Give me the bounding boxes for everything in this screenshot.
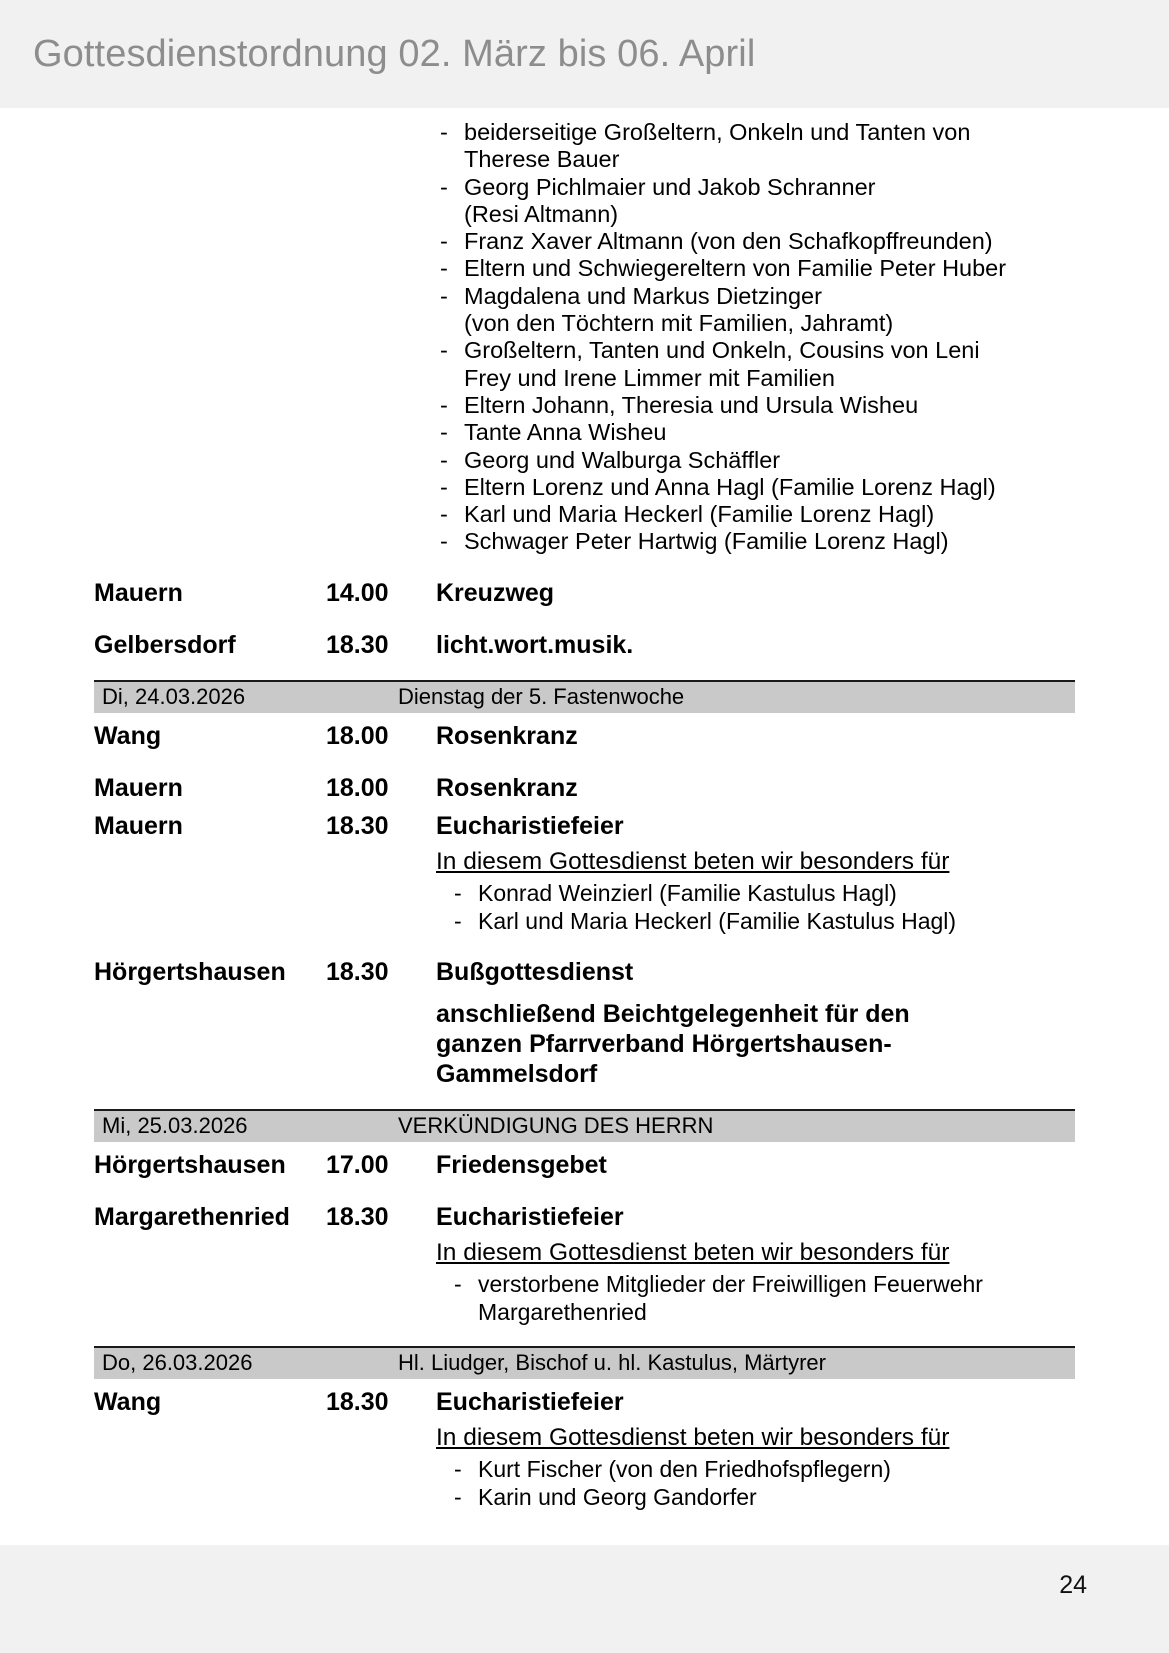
prayer-intentions-heading: In diesem Gottesdienst beten wir besonders für [436,1238,950,1266]
intention-text: Großeltern, Tanten und Onkeln, Cousins von Leni [464,337,980,364]
intention-text: Eltern und Schwiegereltern von Familie Peter Huber [464,255,1007,282]
service-row [94,773,1075,803]
service-title: licht.wort.musik. [436,630,634,659]
intention-text: Karl und Maria Heckerl (Familie Lorenz Hagl) [464,501,935,528]
service-time: 18.00 [326,721,389,750]
prayer-intentions-heading: In diesem Gottesdienst beten wir besonders für [436,847,950,875]
date-label: Mi, 25.03.2026 [102,1113,248,1139]
intention-text-continued: Frey und Irene Limmer mit Familien [464,364,835,391]
intention-text: verstorbene Mitglieder der Freiwilligen Feuerwehr [478,1270,983,1297]
bullet-dash-icon: - [440,282,448,309]
service-row [94,630,1075,660]
service-place: Mauern [94,578,183,607]
intention-item [454,1483,1075,1511]
intention-text: Karl und Maria Heckerl (Familie Kastulus Hagl) [478,907,957,934]
service-row [94,578,1075,608]
feast-label: VERKÜNDIGUNG DES HERRN [398,1113,714,1139]
service-time: 18.30 [326,1202,389,1231]
service-place: Hörgertshausen [94,957,286,986]
intention-item [440,337,1075,392]
intention-text: Franz Xaver Altmann (von den Schafkopffreunden) [464,228,993,255]
service-entry [94,721,1075,751]
intention-text: Georg Pichlmaier und Jakob Schranner [464,173,876,200]
intention-text: Kurt Fischer (von den Friedhofspflegern) [478,1455,891,1482]
day-sections [94,680,1075,1511]
service-place: Gelbersdorf [94,630,236,659]
intention-item [454,907,1075,935]
prayer-intentions-block [436,847,1075,935]
intention-text: Eltern Lorenz und Anna Hagl (Familie Lorenz Hagl) [464,473,996,500]
service-place: Mauern [94,811,183,840]
page-number: 24 [1059,1571,1087,1599]
intention-text: Konrad Weinzierl (Familie Kastulus Hagl) [478,879,897,906]
service-row [94,1150,1075,1180]
date-bar [94,1109,1075,1142]
bullet-dash-icon: - [454,907,462,934]
intention-text-continued: Therese Bauer [464,146,620,173]
bullet-dash-icon: - [440,473,448,500]
bullet-dash-icon: - [440,501,448,528]
service-title: Rosenkranz [436,773,578,802]
bullet-dash-icon: - [440,173,448,200]
intention-item [440,119,1075,174]
feast-label: Hl. Liudger, Bischof u. hl. Kastulus, Märtyrer [398,1350,826,1376]
intention-text-continued: Margarethenried [478,1298,647,1325]
service-time: 18.30 [326,1387,389,1416]
intention-item [440,283,1075,338]
service-time: 18.30 [326,630,389,659]
service-extra-line: Gammelsdorf [436,1059,598,1088]
prayer-intentions-list [454,879,1075,935]
service-entry [94,1150,1075,1180]
day-section [94,680,1075,1089]
date-label: Di, 24.03.2026 [102,684,246,710]
intention-item [440,501,1075,528]
page-body [0,108,1169,1545]
intention-item [440,419,1075,446]
service-row [94,811,1075,841]
bullet-dash-icon: - [454,1270,462,1297]
date-bar [94,1346,1075,1379]
page-title: Gottesdienstordnung 02. März bis 06. April [33,32,756,75]
service-row [94,721,1075,751]
content-column [0,108,1169,1511]
service-entry [94,773,1075,803]
intention-text: beiderseitige Großeltern, Onkeln und Tanten von [464,119,971,145]
service-title: Eucharistiefeier [436,1387,624,1416]
page-footer [0,1545,1169,1653]
bullet-dash-icon: - [440,419,448,446]
service-time: 18.30 [326,811,389,840]
service-row [94,957,1075,1089]
bullet-dash-icon: - [440,119,448,145]
intention-text: Schwager Peter Hartwig (Familie Lorenz Hagl) [464,528,949,555]
date-bar [94,680,1075,713]
intention-item [440,174,1075,229]
service-title: Rosenkranz [436,721,578,750]
bullet-dash-icon: - [440,528,448,555]
bullet-dash-icon: - [440,446,448,473]
intention-item [440,474,1075,501]
date-label: Do, 26.03.2026 [102,1350,253,1376]
bullet-dash-icon: - [454,1483,462,1510]
service-entry [94,630,1075,660]
bullet-dash-icon: - [454,879,462,906]
leading-services [94,578,1075,660]
service-time: 14.00 [326,578,389,607]
service-title: Eucharistiefeier [436,811,624,840]
intention-item [454,1270,1075,1326]
service-place: Margarethenried [94,1202,290,1231]
service-entry [94,811,1075,935]
prayer-intentions-heading: In diesem Gottesdienst beten wir besonders für [436,1423,950,1451]
intention-item [440,392,1075,419]
service-title: Bußgottesdienst anschließend Beichtgelegenheit für den ganzen Pfarrverband Hörgertshausen- Gammelsdorf [436,957,1075,1089]
service-row [94,1387,1075,1417]
intention-text: Georg und Walburga Schäffler [464,446,781,473]
intention-text: Eltern Johann, Theresia und Ursula Wisheu [464,391,919,418]
intention-text: Karin und Georg Gandorfer [478,1483,757,1510]
intention-item [440,255,1075,282]
bullet-dash-icon: - [440,255,448,282]
service-time: 18.30 [326,957,389,986]
prayer-intentions-list [454,1270,1075,1326]
service-place: Hörgertshausen [94,1150,286,1179]
service-time: 17.00 [326,1150,389,1179]
prayer-intentions-list [454,1455,1075,1511]
service-row [94,1202,1075,1232]
service-place: Wang [94,1387,162,1416]
service-title: Eucharistiefeier [436,1202,624,1231]
continued-intentions-list [440,119,1075,556]
service-extra-line: anschließend Beichtgelegenheit für den [436,999,910,1028]
bullet-dash-icon: - [454,1455,462,1482]
intention-item [440,228,1075,255]
intention-item [454,1455,1075,1483]
service-place: Mauern [94,773,183,802]
service-entry [94,578,1075,608]
prayer-intentions-block [436,1238,1075,1326]
bullet-dash-icon: - [440,391,448,418]
bullet-dash-icon: - [440,337,448,364]
bullet-dash-icon: - [440,228,448,255]
day-section [94,1346,1075,1511]
service-entry [94,1202,1075,1326]
service-title: Friedensgebet [436,1150,607,1179]
feast-label: Dienstag der 5. Fastenwoche [398,684,685,710]
service-title: Kreuzweg [436,578,555,607]
day-section [94,1109,1075,1326]
service-entry [94,1387,1075,1511]
intention-text-continued: (von den Töchtern mit Familien, Jahramt) [464,310,894,337]
service-place: Wang [94,721,162,750]
service-entry [94,957,1075,1089]
page-header [0,0,1169,108]
prayer-intentions-block [436,1423,1075,1511]
service-time: 18.00 [326,773,389,802]
intention-item [440,447,1075,474]
intention-item [440,528,1075,555]
intention-text: Magdalena und Markus Dietzinger [464,282,822,309]
intention-text-continued: (Resi Altmann) [464,200,619,227]
intention-item [454,879,1075,907]
intention-text: Tante Anna Wisheu [464,419,667,446]
service-extra-line: ganzen Pfarrverband Hörgertshausen- [436,1029,892,1058]
